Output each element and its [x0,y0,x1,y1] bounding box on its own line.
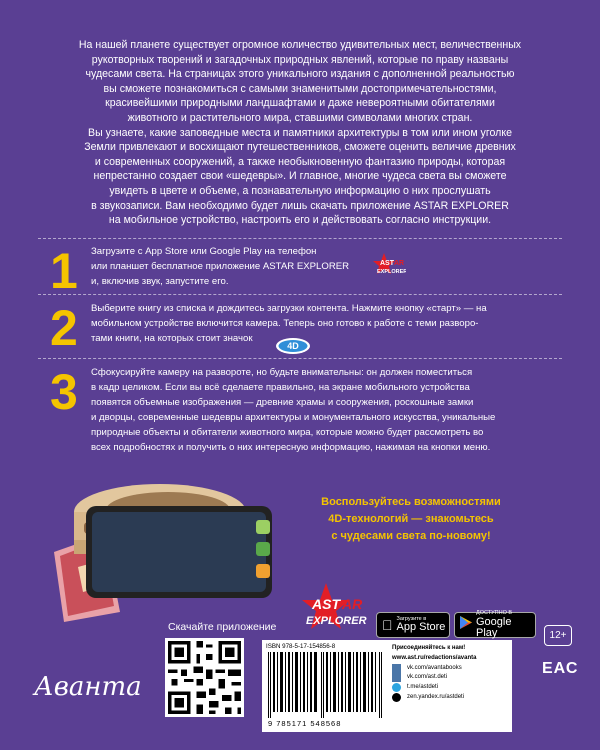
step-2-number: 2 [50,300,78,356]
vk-icon [392,664,401,673]
svg-text:AR: AR [342,596,363,612]
isbn-info-box [262,640,512,732]
step-1-line-text: или планшет бесплатное приложение ASTAR EXPLORER [91,261,350,272]
intro-line: непрестанно создает свои «шедевры». И главное, многие чудеса света вы сможете [93,170,507,183]
astar-explorer-small-logo [372,252,406,276]
download-label: Скачайте приложение [168,621,277,633]
social-link[interactable]: vk.com/ast.deti [407,674,448,681]
apple-icon [382,617,393,633]
zen-icon [392,693,401,702]
step-3-line: в кадр целиком. Если вы всё сделаете правильно, на экране мобильного устройства [91,382,470,393]
astar-explorer-logo [298,582,368,632]
google-play-badge[interactable] [454,612,536,638]
step-1-line: и, включив звук, запустите его. [91,276,229,287]
intro-line: На нашей планете существует огромное количество удивительных мест, величественных [78,39,522,51]
website-link[interactable]: www.ast.ru/redactions/avanta [392,654,477,661]
step-3-line: появятся объемные изображения — древние храмы и сооружения, роскошные замки [91,397,474,408]
4d-icon [275,337,311,355]
promo-line: 4D-технологий — знакомьтесь [328,513,494,525]
eac-mark: ЕАС [542,660,579,677]
barcode [266,652,386,718]
step-3-number: 3 [50,364,78,420]
step-3-text [91,365,561,455]
intro-line: на мобильное устройство, настроить его и действовать согласно инструкции. [108,214,492,227]
svg-text:AST: AST [380,260,394,267]
promo-line: Воспользуйтесь возможностями [321,496,501,508]
step-3-line: Сфокусируйте камеру на развороте, но будьте внимательны: он должен поместиться [91,367,473,378]
divider [38,294,562,295]
barcode-number: 9 785171 548568 [268,719,342,728]
svg-text:EXPLORER: EXPLORER [306,615,367,627]
colosseum-ar-illustration [50,472,290,622]
google-play-icon [460,616,472,634]
vk-icon [392,673,401,682]
app-store-badge[interactable] [376,612,450,638]
social-link[interactable]: zen.yandex.ru/astdeti [407,693,465,700]
join-us-label: Присоединяйтесь к нам! [392,645,466,651]
intro-line: Земли привлекают и восхищают путешественников, сможете оценить величие древних [84,141,516,154]
publisher-logo: Аванта [34,672,142,702]
step-3-line: природные объекты и обитатели животного мира, которые можно будет рассмотреть во [91,427,484,438]
step-2-line [91,331,561,346]
promo-line: с чудесами света по-новому! [331,530,491,542]
divider [38,358,562,359]
intro-line: животного и растительного мира, ставшими символами многих стран. [127,111,473,124]
intro-line: и современных сооружений, а также необыкновенную фантазию природы, которая [94,155,506,168]
app-store-big-label: App Store [386,621,435,634]
intro-line: Вы узнаете, какие заповедные места и памятники архитектуры в том или ином уголке [88,126,512,139]
app-store-small-label: Загрузите в [386,615,416,622]
intro-line: чудесами света. На страницах этого уникального издания с дополненной реальностью [85,68,515,81]
step-2-text [91,301,561,346]
step-2-line: Выберите книгу из списка и дождитесь загрузки контента. Нажмите кнопку «старт» — на [91,303,487,314]
intro-line: красивейшими природными ландшафтами и даже невероятными обитателями [105,97,495,110]
isbn: ISBN 978-5-17-154856-8 [266,643,336,650]
telegram-icon [392,683,401,692]
intro-paragraph [40,38,560,228]
divider [38,238,562,239]
svg-text:EXPLORER: EXPLORER [377,269,406,275]
social-link[interactable]: t.me/astdeti [407,684,439,691]
step-1-line: Загрузите с App Store или Google Play на телефон [91,246,317,257]
step-1-number: 1 [50,243,78,299]
step-3-line: всех подробностях и получить о них интересную информацию, нажимая на кнопки меню. [91,442,491,453]
intro-line: увидеть в цвете и объеме, а познавательную информацию о них прослушать [109,184,491,197]
google-play-small-label: ДОСТУПНО В [476,610,513,617]
age-rating-badge: 12+ [544,625,572,646]
svg-text:AR: AR [394,260,405,267]
step-3-line: и дворцы, современные шедевры архитектуры и монументального искусства, уникальные [91,412,496,423]
svg-text:4D: 4D [287,341,299,351]
qr-code[interactable] [165,638,244,717]
promo-text [292,494,530,545]
svg-text:AST: AST [312,596,340,612]
intro-line: в звукозаписи. Вам необходимо будет лишь скачать приложение ASTAR EXPLORER [91,199,509,212]
social-link[interactable]: vk.com/avantabooks [407,664,462,671]
social-links [392,644,476,703]
step-2-line: мобильном устройстве включится камера. Теперь оно готово к работе с теми разворо- [91,318,479,329]
step-2-line-text: тами книги, на которых стоит значок [91,333,253,344]
google-play-big-label: Google Play [476,615,512,639]
intro-line: вы сможете познакомиться с самыми знаменитыми достопримечательностями, [103,82,497,95]
intro-line: рукотворных творений и загадочных природных явлений, которые по праву названы [91,53,509,66]
